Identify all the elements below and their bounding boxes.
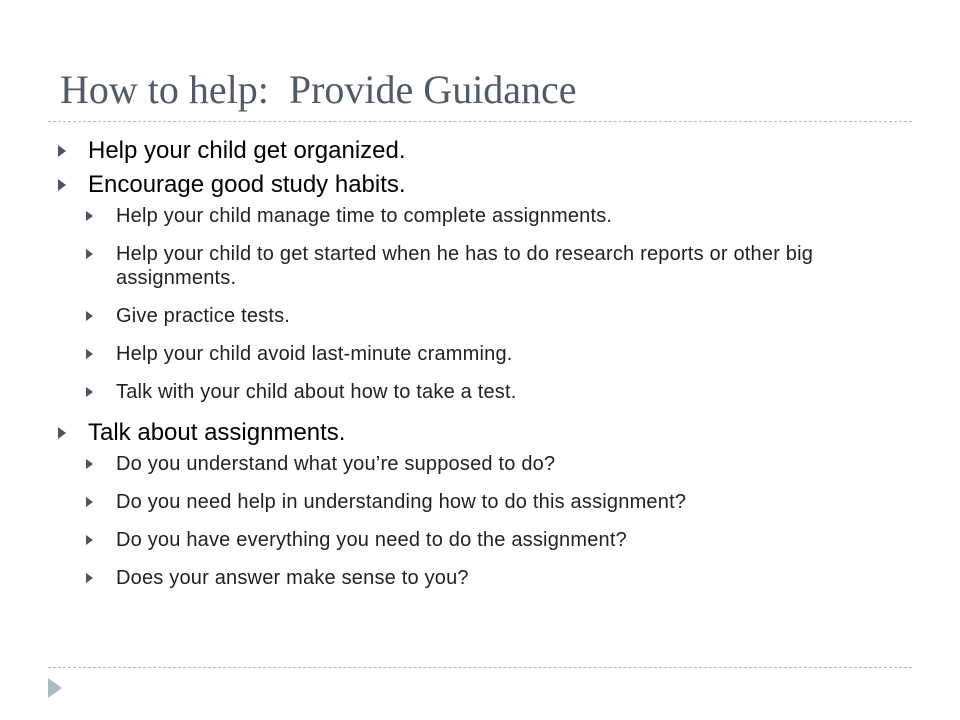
bullet-text: Talk about assignments. bbox=[88, 419, 346, 446]
triangle-bullet-icon bbox=[58, 179, 66, 191]
triangle-bullet-icon bbox=[86, 497, 93, 507]
sub-bullet-text: Help your child avoid last-minute cramming. bbox=[116, 343, 513, 365]
bullet-list bbox=[56, 134, 876, 604]
sub-bullet bbox=[56, 490, 876, 514]
triangle-bullet-icon bbox=[86, 387, 93, 397]
triangle-bullet-icon bbox=[86, 211, 93, 221]
sub-bullet-text: Do you have everything you need to do the assignment? bbox=[116, 529, 627, 551]
triangle-corner-icon bbox=[48, 678, 62, 698]
bullet-organized bbox=[56, 136, 876, 166]
sub-bullet bbox=[56, 528, 876, 552]
sub-list-assignments bbox=[56, 452, 876, 590]
triangle-bullet-icon bbox=[86, 349, 93, 359]
sub-bullet bbox=[56, 566, 876, 590]
sub-bullet bbox=[56, 380, 876, 404]
triangle-bullet-icon bbox=[86, 573, 93, 583]
sub-bullet-text: Do you need help in understanding how to do this assignment? bbox=[116, 491, 687, 513]
slide-title: How to help: Provide Guidance bbox=[60, 67, 577, 112]
title-divider bbox=[48, 121, 912, 122]
sub-list-study-habits bbox=[56, 204, 876, 404]
sub-bullet-text: Talk with your child about how to take a test. bbox=[116, 381, 517, 403]
footer-divider bbox=[48, 667, 912, 668]
bullet-text: Help your child get organized. bbox=[88, 137, 406, 164]
triangle-bullet-icon bbox=[86, 535, 93, 545]
bullet-assignments bbox=[56, 418, 876, 448]
triangle-bullet-icon bbox=[86, 311, 93, 321]
triangle-bullet-icon bbox=[86, 459, 93, 469]
bullet-study-habits bbox=[56, 170, 876, 200]
sub-bullet bbox=[56, 452, 876, 476]
sub-list-wrapper bbox=[56, 204, 876, 404]
triangle-bullet-icon bbox=[58, 145, 66, 157]
sub-bullet bbox=[56, 204, 876, 228]
sub-list-wrapper bbox=[56, 452, 876, 590]
sub-bullet bbox=[56, 342, 876, 366]
sub-bullet-text: Help your child manage time to complete assignments. bbox=[116, 205, 613, 227]
sub-bullet-text: Does your answer make sense to you? bbox=[116, 567, 469, 589]
sub-bullet-text: Help your child to get started when he has to do research reports or other big assignments. bbox=[116, 243, 814, 289]
bullet-text: Encourage good study habits. bbox=[88, 171, 406, 198]
triangle-bullet-icon bbox=[58, 427, 66, 439]
sub-bullet bbox=[56, 304, 876, 328]
sub-bullet-text: Give practice tests. bbox=[116, 305, 291, 327]
sub-bullet-text: Do you understand what you’re supposed to do? bbox=[116, 453, 556, 475]
sub-bullet bbox=[56, 242, 876, 290]
triangle-bullet-icon bbox=[86, 249, 93, 259]
